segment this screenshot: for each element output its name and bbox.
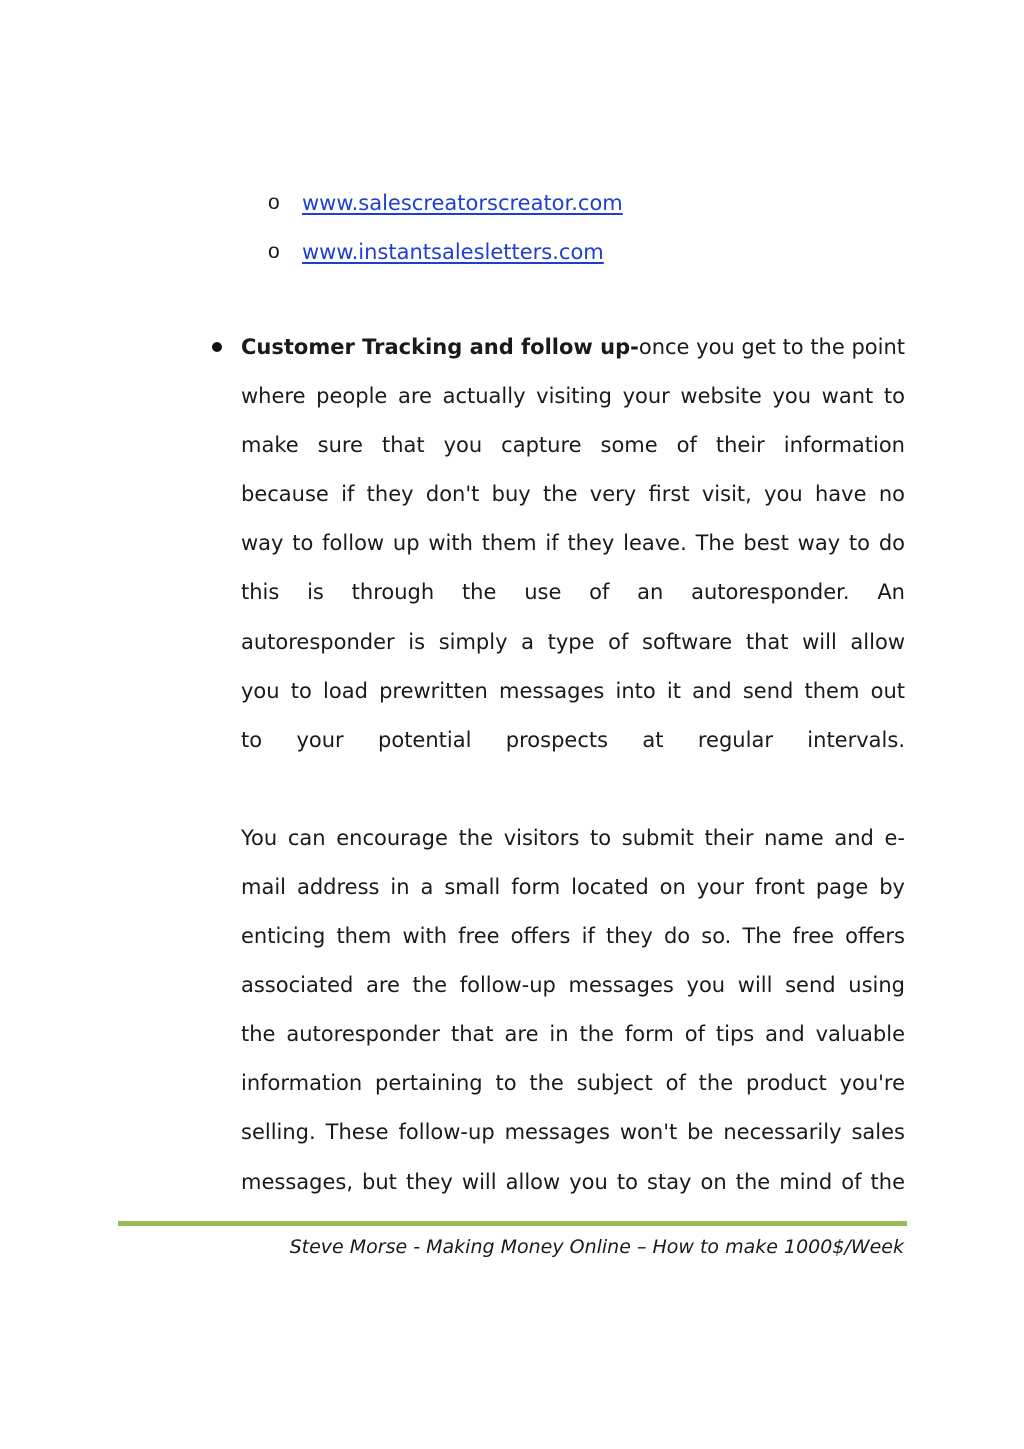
line: associated are the follow-up messages you will send using bbox=[241, 973, 905, 998]
link-instantsalesletters[interactable]: www.instantsalesletters.com bbox=[302, 239, 604, 264]
line-text: once you get to the point bbox=[638, 335, 906, 359]
line: to your potential prospects at regular intervals. bbox=[241, 727, 905, 752]
bullet-body bbox=[241, 323, 905, 1207]
line: where people are actually visiting your website you want to bbox=[241, 384, 905, 409]
line: information pertaining to the subject of the product you're bbox=[241, 1071, 905, 1096]
link-sublist bbox=[268, 178, 908, 276]
circle-bullet-icon: o bbox=[268, 190, 280, 214]
link-salescreatorscreator[interactable]: www.salescreatorscreator.com bbox=[302, 190, 623, 215]
bullet-heading: Customer Tracking and follow up- bbox=[241, 335, 639, 359]
footer-caption: Steve Morse - Making Money Online – How to make 1000$/Week bbox=[289, 1236, 904, 1258]
line: mail address in a small form located on your front page by bbox=[241, 874, 905, 899]
sublist-item bbox=[268, 178, 908, 227]
line: You can encourage the visitors to submit their name and e- bbox=[241, 825, 905, 850]
sublist-item bbox=[268, 227, 908, 276]
line: the autoresponder that are in the form of tips and valuable bbox=[241, 1022, 905, 1047]
line: this is through the use of an autoresponder. An bbox=[241, 580, 905, 605]
footer-divider bbox=[118, 1221, 907, 1226]
line: way to follow up with them if they leave. The best way to do bbox=[241, 531, 905, 556]
line: you to load prewritten messages into it and send them out bbox=[241, 678, 905, 703]
line: autoresponder is simply a type of software that will allow bbox=[241, 629, 905, 654]
line: messages, but they will allow you to stay on the mind of the bbox=[241, 1169, 905, 1194]
paragraph-gap bbox=[241, 765, 905, 814]
line bbox=[241, 323, 905, 372]
line: enticing them with free offers if they do so. The free offers bbox=[241, 924, 905, 949]
circle-bullet-icon: o bbox=[268, 239, 280, 263]
bullet-dot-icon bbox=[212, 342, 222, 352]
line: make sure that you capture some of their information bbox=[241, 433, 905, 458]
line: because if they don't buy the very first visit, you have no bbox=[241, 482, 905, 507]
line: selling. These follow-up messages won't be necessarily sales bbox=[241, 1120, 905, 1145]
